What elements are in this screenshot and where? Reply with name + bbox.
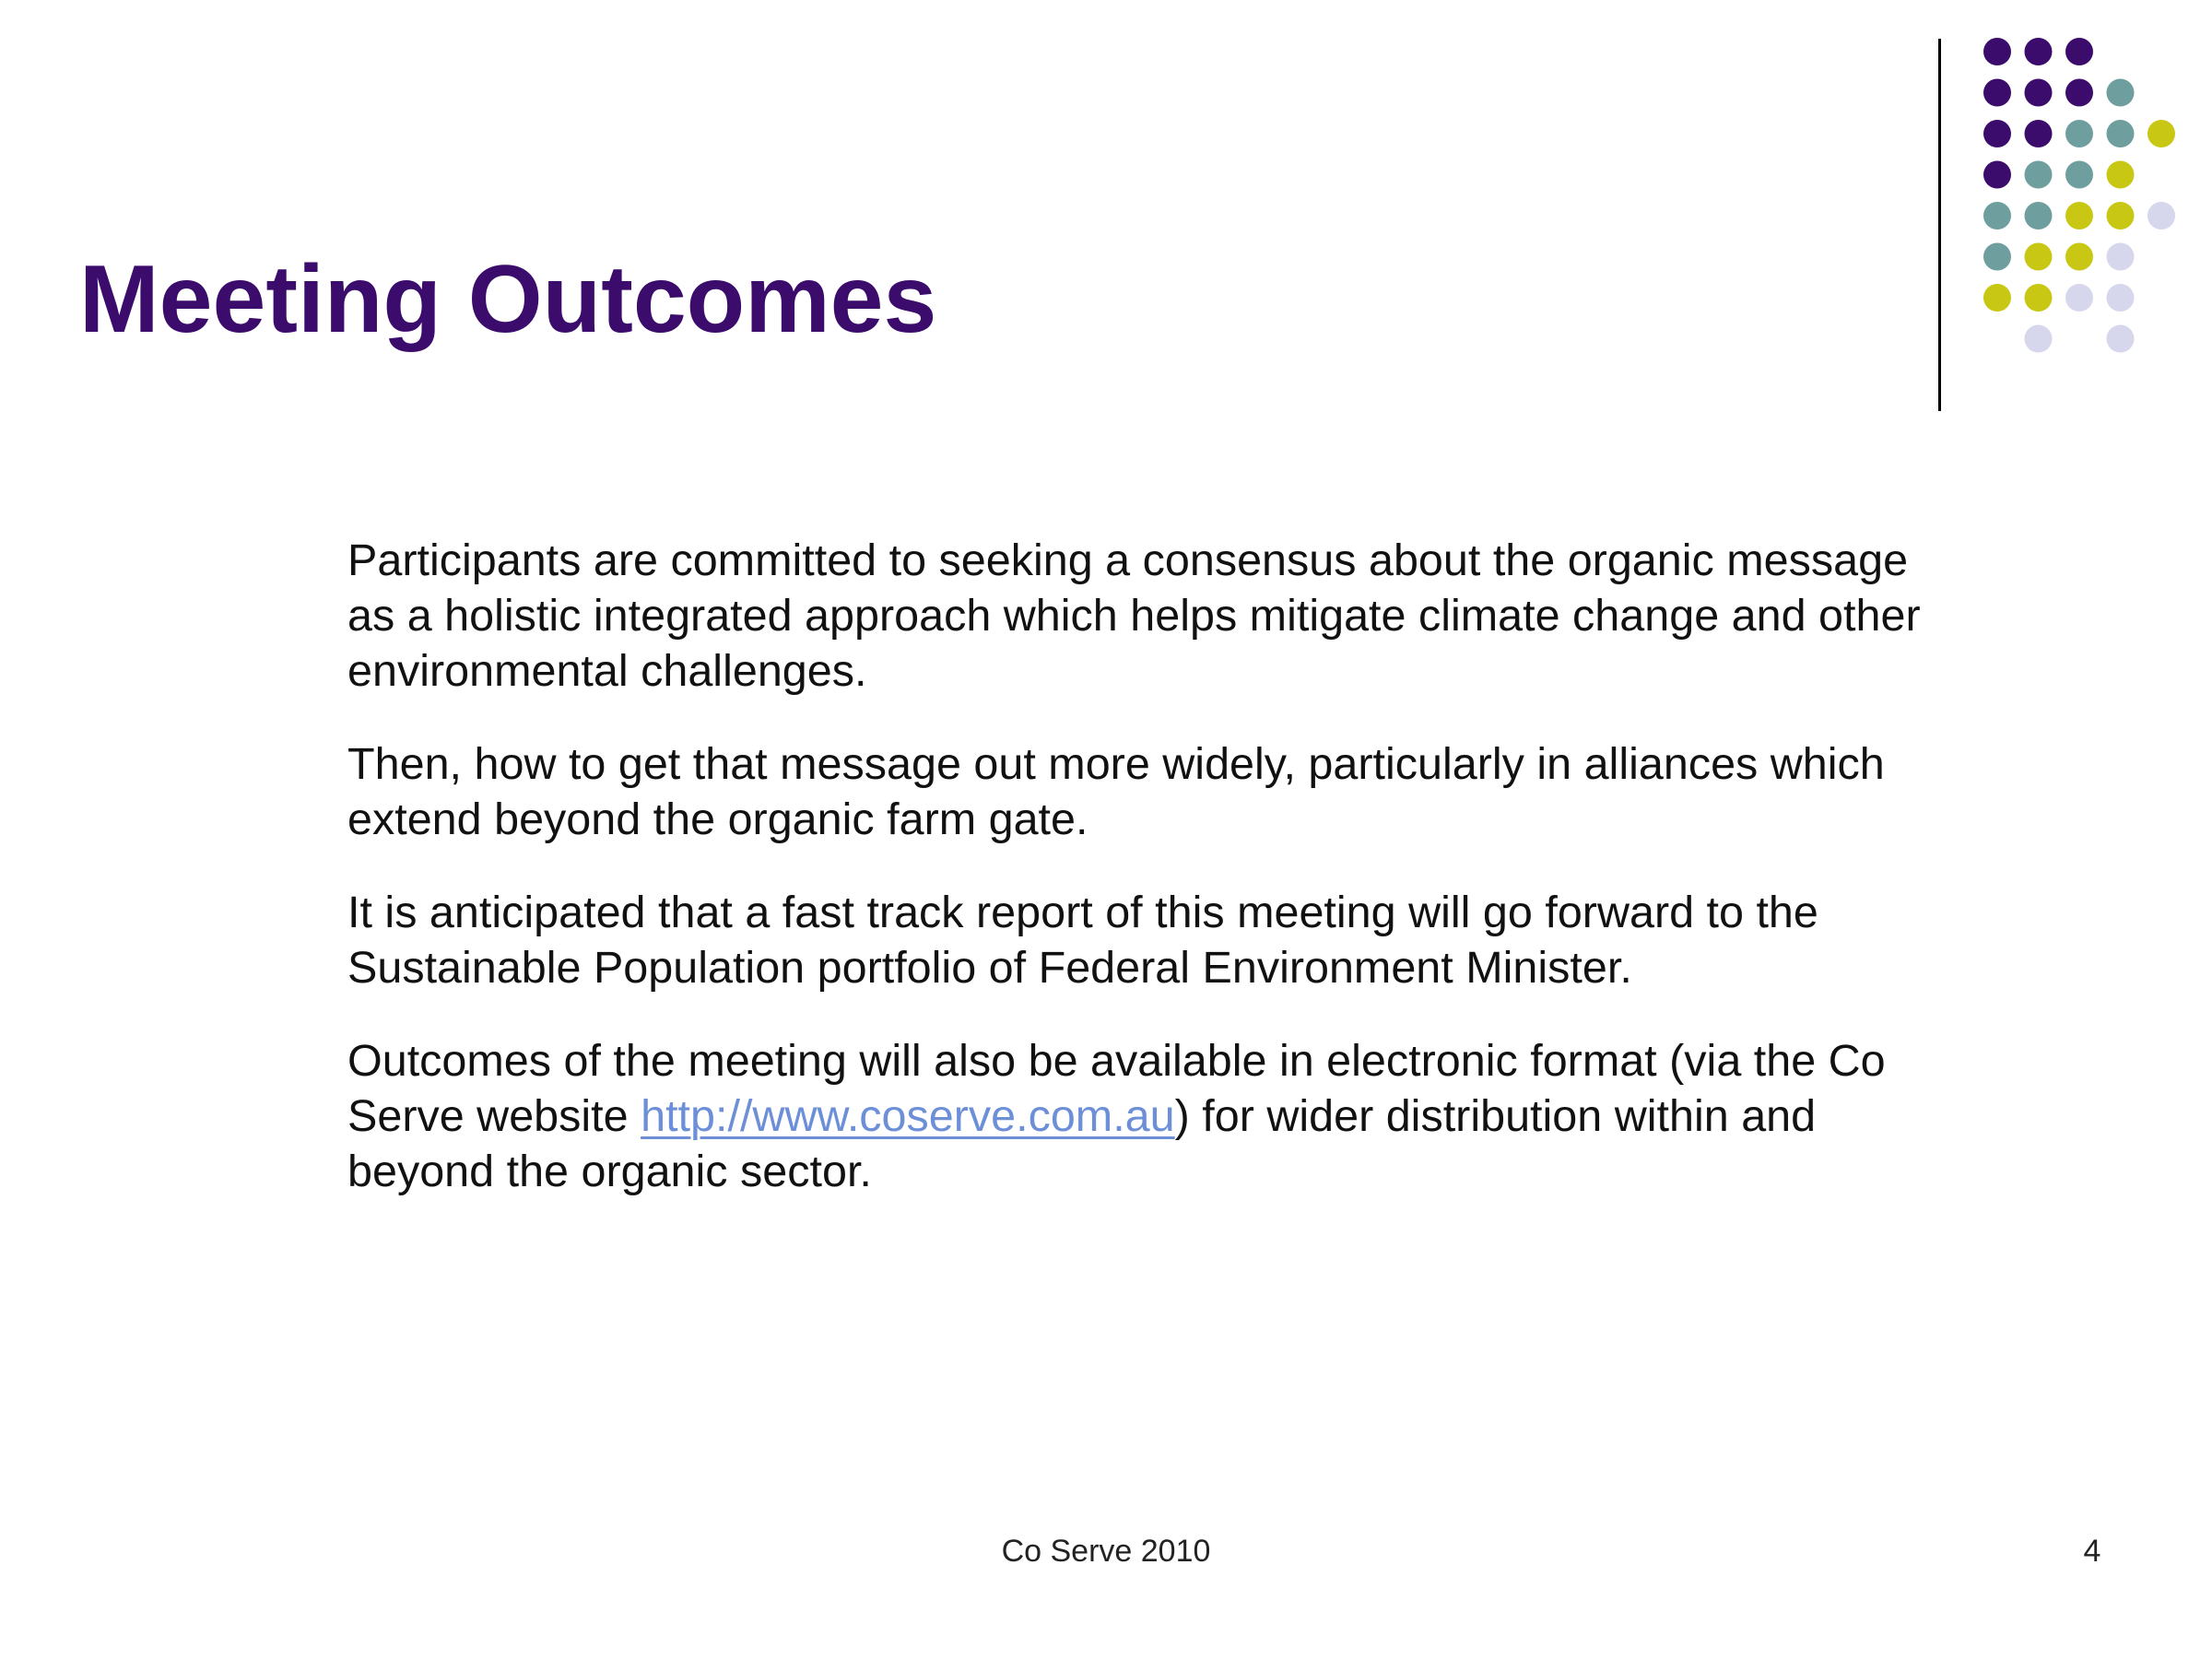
footer-text: Co Serve 2010 xyxy=(1001,1534,1211,1569)
decorative-dot-purple xyxy=(2025,38,2053,65)
paragraph-electronic-format xyxy=(347,1033,1933,1199)
decorative-dot-yellow xyxy=(2065,243,2093,271)
decorative-dot-yellow xyxy=(1983,284,2011,312)
decorative-dot-purple xyxy=(1983,120,2011,147)
decorative-dot-teal xyxy=(1983,243,2011,271)
page-number: 4 xyxy=(2083,1534,2101,1569)
slide-title: Meeting Outcomes xyxy=(79,246,937,353)
decorative-dot-teal xyxy=(2065,120,2093,147)
decorative-dot-teal xyxy=(2107,79,2135,107)
decorative-dot-purple xyxy=(2025,79,2053,107)
decorative-dot-lavender xyxy=(2147,202,2175,229)
decorative-dot-teal xyxy=(2107,120,2135,147)
paragraph-fast-track-report: It is anticipated that a fast track report of this meeting will go forward to the Sustainable Population portfolio of Federal Environment Minister. xyxy=(347,888,1818,993)
paragraph-message-out: Then, how to get that message out more widely, particularly in alliances which extend beyond the organic farm gate. xyxy=(347,739,1885,844)
decorative-dot-purple xyxy=(2065,79,2093,107)
decorative-dot-purple xyxy=(2025,120,2053,147)
paragraph-text-after-link: ) for wider distribution within and beyond the organic sector. xyxy=(347,1091,1817,1196)
decorative-dot-lavender xyxy=(2107,325,2135,353)
decorative-dot-yellow xyxy=(2065,202,2093,229)
decorative-dot-teal xyxy=(2025,161,2053,189)
decorative-dot-teal xyxy=(1983,202,2011,229)
decorative-dot-yellow xyxy=(2107,202,2135,229)
decorative-dot-lavender xyxy=(2107,243,2135,271)
decorative-dot-yellow xyxy=(2025,243,2053,271)
decorative-dot-lavender xyxy=(2107,284,2135,312)
decorative-dot-purple xyxy=(1983,79,2011,107)
decorative-dot-yellow xyxy=(2147,120,2175,147)
paragraph-consensus: Participants are committed to seeking a consensus about the organic message as a holistic integrated approach which helps mitigate climate change and other environmental challenges. xyxy=(347,535,1921,696)
decorative-dot-purple xyxy=(1983,38,2011,65)
decorative-dot-lavender xyxy=(2025,325,2053,353)
decorative-dot-teal xyxy=(2065,161,2093,189)
coserve-website-link[interactable]: http://www.coserve.com.au xyxy=(641,1091,1175,1141)
decorative-dot-yellow xyxy=(2107,161,2135,189)
vertical-divider-line xyxy=(1938,39,1941,411)
paragraph-text-before-link: Outcomes of the meeting will also be available in electronic format (via the Co Serve website xyxy=(347,1036,1886,1141)
slide-body xyxy=(347,533,1933,1237)
decorative-dot-purple xyxy=(2065,38,2093,65)
decorative-dot-teal xyxy=(2025,202,2053,229)
decorative-dot-yellow xyxy=(2025,284,2053,312)
decorative-dot-purple xyxy=(1983,161,2011,189)
decorative-dot-lavender xyxy=(2065,284,2093,312)
